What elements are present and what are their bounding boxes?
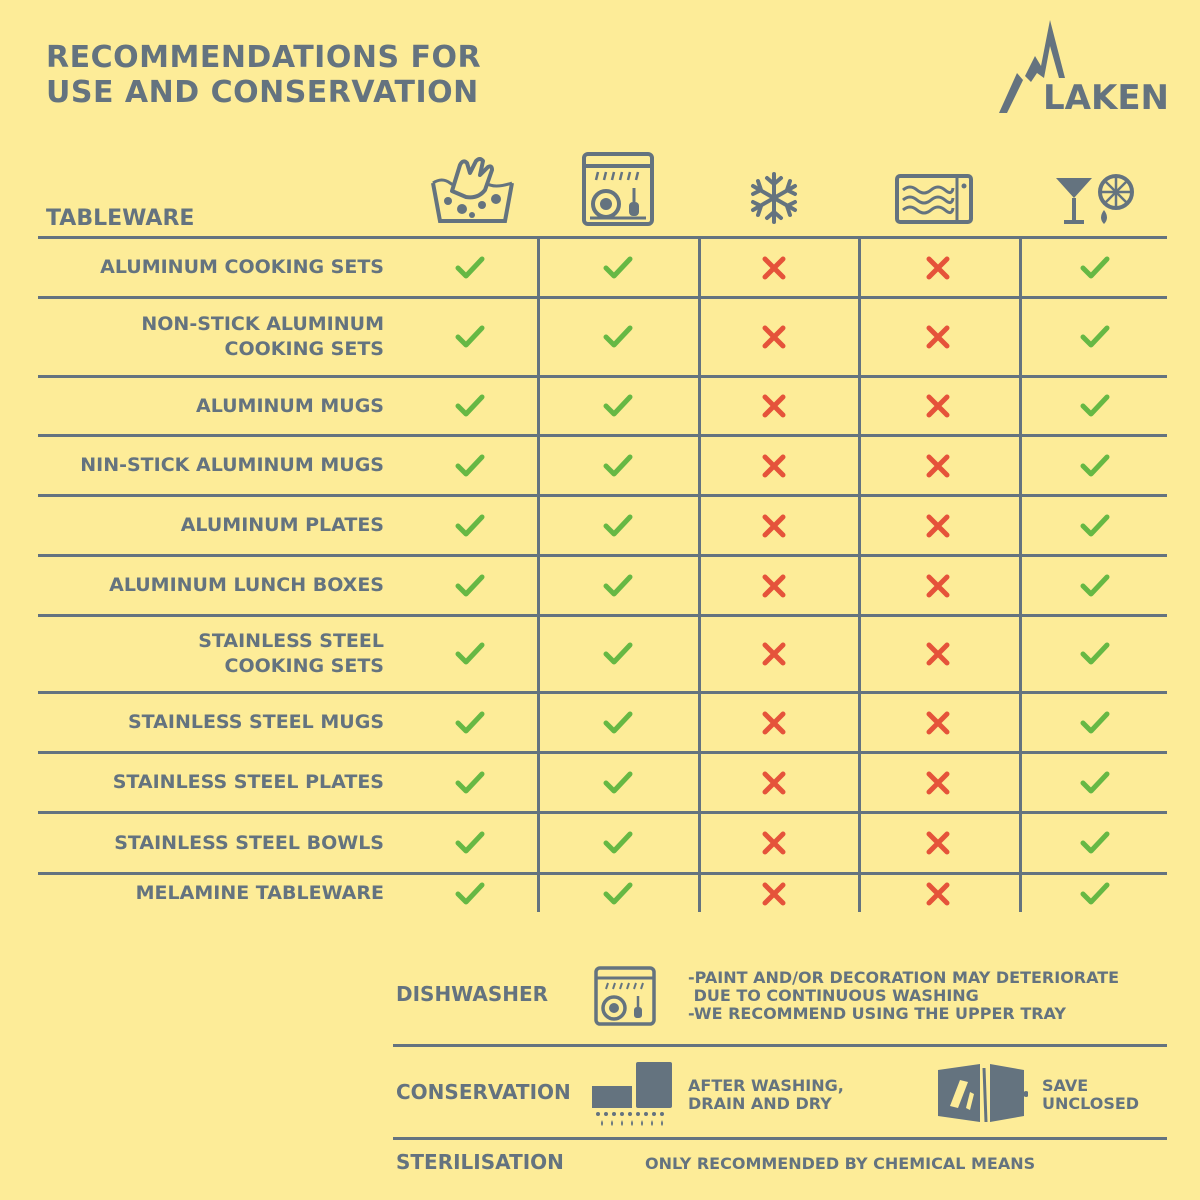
table-row-divider [38, 296, 1167, 299]
check-icon [455, 708, 485, 738]
table-row-divider [38, 236, 1167, 239]
dishwasher-note: -PAINT AND/OR DECORATION MAY DETERIORATE DUE TO CONTINUOUS WASHING -WE RECOMMEND USING THE UPPER TRAY [688, 968, 1120, 1023]
conservation-legend-label: CONSERVATION [396, 1080, 571, 1104]
cross-icon [759, 571, 789, 601]
cross-icon [923, 828, 953, 858]
cross-icon [923, 391, 953, 421]
cross-icon [923, 253, 953, 283]
check-icon [603, 322, 633, 352]
check-icon [1080, 511, 1110, 541]
table-row-divider [38, 434, 1167, 437]
check-icon [603, 639, 633, 669]
row-label: STAINLESS STEEL BOWLS [114, 831, 384, 854]
check-icon [603, 391, 633, 421]
row-label: STAINLESS STEEL MUGS [128, 711, 384, 733]
table-column-divider [698, 236, 701, 912]
row-label: STAINLESS STEEL PLATES [112, 771, 384, 793]
table-row-divider [38, 811, 1167, 814]
check-icon [603, 511, 633, 541]
cross-icon [923, 768, 953, 798]
sterilisation-text: ONLY RECOMMENDED BY CHEMICAL MEANS [645, 1154, 1036, 1173]
check-icon [603, 253, 633, 283]
row-label: NON-STICK ALUMINUM COOKING SETS [141, 313, 384, 360]
drain-dry-icon [592, 1060, 672, 1132]
check-icon [455, 828, 485, 858]
check-icon [1080, 879, 1110, 909]
cross-icon [759, 253, 789, 283]
legend-divider-2 [393, 1137, 1167, 1140]
save-unclosed-text: SAVE UNCLOSED [1042, 1076, 1140, 1113]
check-icon [603, 571, 633, 601]
cross-icon [759, 879, 789, 909]
row-label: NIN-STICK ALUMINUM MUGS [80, 454, 384, 476]
dishwasher-legend-icon [594, 966, 656, 1026]
check-icon [603, 879, 633, 909]
check-icon [455, 511, 485, 541]
check-icon [603, 768, 633, 798]
cross-icon [759, 639, 789, 669]
check-icon [455, 768, 485, 798]
table-row-divider [38, 554, 1167, 557]
cross-icon [759, 451, 789, 481]
cross-icon [759, 391, 789, 421]
table-row-divider [38, 614, 1167, 617]
cross-icon [759, 708, 789, 738]
check-icon [1080, 571, 1110, 601]
title-line-2: USE AND CONSERVATION [46, 75, 479, 110]
check-icon [1080, 768, 1110, 798]
sterilisation-legend-label: STERILISATION [396, 1150, 564, 1174]
row-label: ALUMINUM MUGS [195, 394, 384, 417]
cross-icon [923, 511, 953, 541]
row-label: ALUMINUM LUNCH BOXES [109, 574, 384, 596]
cross-icon [923, 322, 953, 352]
check-icon [455, 391, 485, 421]
tableware-label: TABLEWARE [46, 206, 195, 231]
table-row-divider [38, 872, 1167, 875]
cross-icon [759, 828, 789, 858]
cross-icon [759, 511, 789, 541]
row-label: ALUMINUM COOKING SETS [100, 256, 384, 278]
check-icon [1080, 828, 1110, 858]
check-icon [1080, 451, 1110, 481]
table-row-divider [38, 375, 1167, 378]
check-icon [455, 451, 485, 481]
cross-icon [759, 768, 789, 798]
check-icon [603, 828, 633, 858]
row-label: STAINLESS STEEL COOKING SETS [198, 630, 384, 677]
cross-icon [923, 639, 953, 669]
check-icon [455, 571, 485, 601]
table-row-divider [38, 751, 1167, 754]
check-icon [1080, 639, 1110, 669]
row-label: MELAMINE TABLEWARE [135, 882, 384, 904]
check-icon [455, 253, 485, 283]
check-icon [455, 879, 485, 909]
table-column-divider [537, 236, 540, 912]
open-container-icon [936, 1062, 1028, 1124]
table-column-divider [858, 236, 861, 912]
drain-dry-text: AFTER WASHING, DRAIN AND DRY [688, 1076, 844, 1113]
check-icon [1080, 708, 1110, 738]
title-line-1: RECOMMENDATIONS FOR [46, 40, 482, 75]
cross-icon [923, 451, 953, 481]
cross-icon [923, 571, 953, 601]
table-row-divider [38, 494, 1167, 497]
row-label: ALUMINUM PLATES [180, 514, 384, 536]
check-icon [603, 708, 633, 738]
cross-icon [759, 322, 789, 352]
check-icon [455, 639, 485, 669]
check-icon [1080, 322, 1110, 352]
cross-icon [923, 708, 953, 738]
brand-name: LAKEN [1043, 78, 1170, 118]
table-column-divider [1019, 236, 1022, 912]
check-icon [603, 451, 633, 481]
check-icon [455, 322, 485, 352]
dishwasher-legend-label: DISHWASHER [396, 982, 549, 1006]
check-icon [1080, 253, 1110, 283]
cross-icon [923, 879, 953, 909]
check-icon [1080, 391, 1110, 421]
table-row-divider [38, 691, 1167, 694]
legend-divider-1 [393, 1044, 1167, 1047]
